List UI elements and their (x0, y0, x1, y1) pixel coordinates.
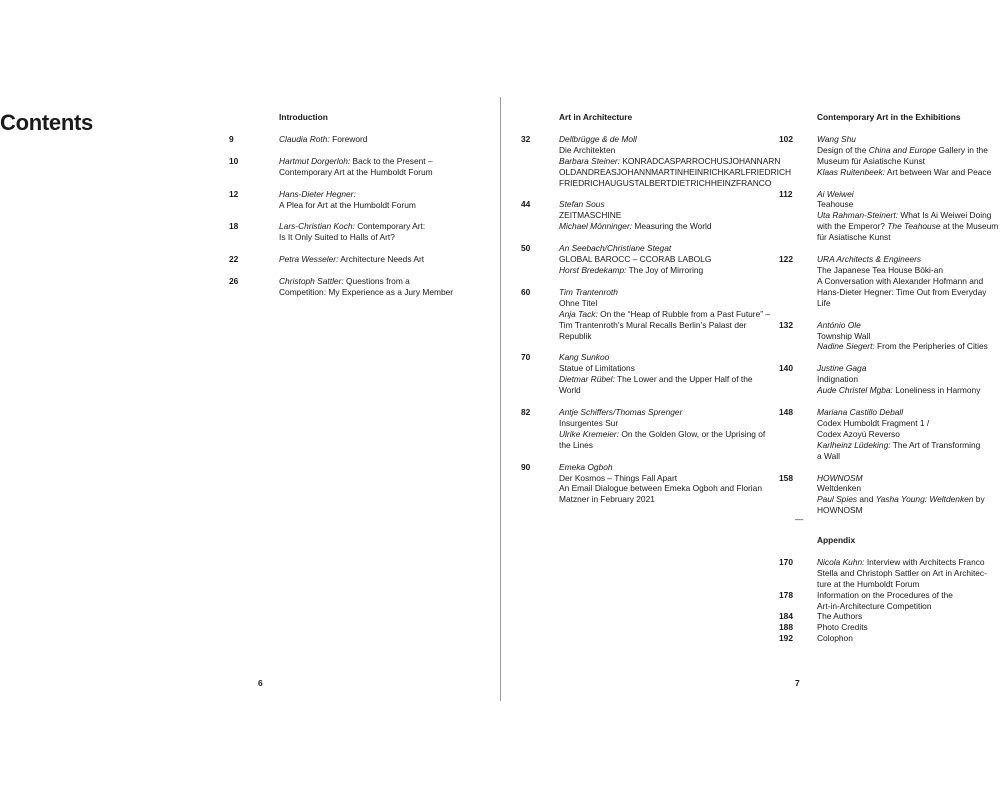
toc-text: Questions from a (343, 276, 410, 287)
toc-line (559, 199, 789, 210)
toc-text: Art between War and Peace (884, 166, 992, 177)
toc-text: Matzner in February 2021 (559, 494, 655, 505)
toc-line (817, 210, 1000, 221)
toc-text: Interview with Architects Franco (864, 556, 985, 567)
toc-line (559, 462, 789, 473)
toc-line (817, 505, 1000, 516)
toc-line (817, 429, 1000, 440)
section-introduction (229, 112, 484, 309)
toc-text: Codex Humboldt Fragment 1 / (817, 417, 930, 428)
toc-text: für Asiatische Kunst (817, 232, 891, 243)
toc-page-number: 22 (229, 254, 239, 265)
toc-text: GLOBAL BAROCC – CCORAB LABOLG (559, 254, 712, 265)
toc-page-number: 122 (779, 254, 793, 265)
toc-page-number: 188 (779, 622, 793, 633)
toc-author-or-work: Nadine Siegert: (817, 341, 875, 352)
toc-entry (779, 363, 1000, 396)
toc-line (559, 483, 789, 494)
toc-text: HOWNOSM (817, 505, 863, 516)
toc-page-number: 112 (779, 188, 793, 199)
toc-line (817, 473, 1000, 484)
section-heading-appendix: Appendix (817, 535, 856, 545)
toc-entry (521, 461, 789, 506)
toc-line (817, 276, 1000, 287)
toc-page-number: 70 (521, 352, 531, 363)
toc-text: the Lines (559, 439, 593, 450)
toc-text: Life (817, 297, 831, 308)
toc-text: a Wall (817, 450, 840, 461)
toc-line (559, 166, 792, 178)
toc-text: Museum für Asiatische Kunst (817, 155, 925, 166)
toc-page-number: 178 (779, 589, 793, 600)
toc-author-or-work: Yasha Young: Weltdenken (875, 494, 974, 505)
toc-entry (229, 276, 484, 298)
toc-line (559, 494, 789, 505)
toc-line (817, 579, 1000, 590)
toc-text: Insurgentes Sur (559, 417, 619, 428)
toc-line (817, 568, 1000, 579)
toc-entry (779, 472, 1000, 517)
toc-line (817, 199, 1000, 210)
toc-author-or-work: Klaas Ruitenbeek: (817, 166, 885, 177)
toc-text: Measuring the World (632, 221, 712, 232)
toc-text: Township Wall (817, 330, 871, 341)
toc-text: Hans-Dieter Hegner: Time Out from Everyday (817, 286, 987, 297)
toc-entry (779, 133, 1000, 178)
toc-text: The Authors (817, 611, 863, 622)
toc-line (279, 189, 484, 200)
toc-text: Contemporary Art: (354, 221, 426, 232)
toc-entry (521, 199, 789, 232)
toc-page-number: 184 (779, 611, 793, 622)
toc-line (817, 221, 1000, 232)
toc-line (817, 611, 1000, 622)
toc-entry (779, 188, 1000, 244)
toc-page-number: 18 (229, 221, 239, 232)
toc-text: Ohne Titel (559, 297, 598, 308)
toc-page-number: 140 (779, 363, 793, 374)
toc-text: Loneliness in Harmony (892, 385, 981, 396)
toc-text: FRIEDRICHAUGUSTALBERTDIETRICHHEINZFRANCO (559, 177, 772, 188)
toc-text: Back to the Present – (350, 155, 433, 166)
toc-line (817, 341, 1000, 352)
toc-entry (521, 352, 789, 396)
toc-text: Is It Only Suited to Halls of Art? (279, 232, 395, 243)
toc-text: by (973, 494, 985, 505)
toc-entry (779, 407, 1000, 462)
section-separator-dash: — (795, 514, 804, 524)
toc-line (817, 167, 1000, 178)
toc-page-number: 102 (779, 133, 793, 144)
toc-author-or-work: Emeka Ogboh (559, 461, 613, 472)
toc-page-number: 158 (779, 472, 793, 483)
toc-author-or-work: Dietmar Rübel: (559, 374, 615, 385)
toc-author-or-work: Horst Bredekamp: (559, 264, 627, 275)
toc-line (559, 254, 789, 265)
toc-line (279, 287, 484, 298)
toc-entry (521, 286, 789, 342)
toc-text: Art-in-Architecture Competition (817, 600, 932, 611)
toc-page-number: 82 (521, 407, 531, 418)
toc-line (559, 385, 789, 396)
section-heading-introduction: Introduction (279, 112, 328, 122)
toc-line (559, 473, 789, 484)
toc-line (279, 276, 484, 287)
toc-line (817, 622, 1000, 633)
toc-line (817, 440, 1000, 451)
toc-entry (779, 254, 1000, 309)
toc-text: A Conversation with Alexander Hofmann and (817, 275, 984, 286)
section-heading-contemporary-art: Contemporary Art in the Exhibitions (817, 112, 961, 122)
toc-text: Statue of Limitations (559, 363, 635, 374)
toc-line (817, 385, 1000, 396)
toc-line (817, 590, 1000, 601)
toc-entry (521, 133, 792, 189)
toc-line (817, 320, 1000, 331)
toc-text: Der Kosmos – Things Fall Apart (559, 472, 678, 483)
toc-line (817, 156, 1000, 167)
toc-author-or-work: Justine Gaga (817, 363, 867, 374)
toc-author-or-work: Barbara Steiner: (559, 155, 620, 166)
toc-author-or-work: Stefan Sous (559, 199, 605, 210)
toc-line (559, 243, 789, 254)
toc-author-or-work: Mariana Castillo Deball (817, 407, 904, 418)
toc-line (559, 145, 789, 156)
toc-text: Foreword (329, 133, 368, 144)
section-contemporary-art (779, 112, 1000, 527)
toc-author-or-work: China and Europe (868, 144, 937, 155)
toc-line (817, 145, 1000, 156)
toc-page-number: 60 (521, 286, 531, 297)
toc-line (559, 134, 789, 145)
toc-line (559, 331, 789, 342)
toc-line (279, 156, 484, 167)
toc-text: with the Emperor? (817, 221, 888, 232)
toc-text: Codex Azoyú Reverso (817, 428, 900, 439)
page-title: Contents (0, 110, 93, 135)
toc-line (559, 298, 789, 309)
toc-author-or-work: The Teahouse (887, 221, 941, 232)
toc-author-or-work: Lars-Christian Koch: (279, 221, 355, 232)
section-appendix (779, 535, 1000, 644)
toc-text: OLDANDREASJOHANNMARTINHEINRICHKARLFRIEDRICH (559, 166, 792, 177)
toc-entry (229, 133, 484, 145)
toc-author-or-work: An Seebach/Christiane Stegat (559, 243, 672, 254)
toc-text: World (559, 385, 581, 396)
toc-line (817, 331, 1000, 342)
toc-page-number: 10 (229, 155, 239, 166)
toc-line (817, 363, 1000, 374)
toc-entry (229, 254, 484, 265)
toc-text: and (857, 494, 876, 505)
toc-line (559, 418, 789, 429)
toc-line (279, 221, 484, 232)
toc-line (817, 265, 1000, 276)
toc-entry (779, 633, 1000, 644)
toc-text: From the Peripheries of Cities (874, 341, 988, 352)
toc-page-number: 192 (779, 633, 793, 644)
toc-text: Colophon (817, 633, 853, 644)
toc-entry (779, 589, 1000, 612)
toc-line (817, 633, 1000, 644)
toc-page-number: 170 (779, 556, 793, 567)
toc-text: Architecture Needs Art (338, 254, 425, 265)
toc-page-number: 44 (521, 199, 531, 210)
toc-line (559, 429, 789, 440)
toc-text: On the Golden Glow, or the Uprising of (619, 428, 766, 439)
toc-text: Design of the (817, 144, 869, 155)
toc-text: An Email Dialogue between Emeka Ogboh and Florian (559, 483, 762, 494)
toc-line (559, 210, 789, 221)
toc-line (279, 232, 484, 243)
toc-entry (229, 155, 484, 178)
toc-text: Indignation (817, 374, 858, 385)
toc-page-number: 26 (229, 276, 239, 287)
toc-author-or-work: Tim Trantenroth (559, 286, 618, 297)
toc-author-or-work: Christoph Sattler: (279, 276, 344, 287)
toc-page-number: 32 (521, 133, 531, 144)
toc-entry (779, 622, 1000, 633)
toc-line (817, 298, 1000, 309)
toc-line (817, 557, 1000, 568)
toc-line (559, 309, 789, 320)
toc-line (559, 440, 789, 451)
toc-line (279, 200, 484, 211)
toc-author-or-work: Karlheinz Lüdeking: (817, 439, 891, 450)
toc-author-or-work: Nicola Kuhn: (817, 556, 865, 567)
toc-entry (229, 221, 484, 243)
toc-line (559, 352, 789, 363)
toc-line (817, 287, 1000, 298)
folio-left: 6 (258, 678, 263, 688)
toc-text: Teahouse (817, 199, 854, 210)
toc-author-or-work: Wang Shu (817, 133, 856, 144)
toc-line (559, 178, 789, 189)
toc-author-or-work: Aude Christel Mgba: (817, 385, 893, 396)
toc-line (817, 189, 1000, 200)
toc-line (559, 363, 789, 374)
toc-text: Republik (559, 330, 592, 341)
toc-entry (521, 243, 789, 276)
toc-text: at the Museum (940, 221, 999, 232)
toc-author-or-work: Dellbrügge & de Moll (559, 133, 637, 144)
toc-line (279, 167, 484, 178)
toc-text: The Japanese Tea House Bōki-an (817, 264, 944, 275)
toc-line (817, 254, 1000, 265)
folio-right: 7 (795, 678, 800, 688)
toc-line (817, 418, 1000, 429)
toc-line (817, 374, 1000, 385)
toc-text: Weltdenken (817, 483, 862, 494)
toc-author-or-work: António Ole (817, 319, 861, 330)
toc-author-or-work: Michael Mönninger: (559, 221, 633, 232)
toc-line (559, 156, 789, 167)
toc-text: What Is Ai Weiwei Doing (898, 210, 992, 221)
toc-line (817, 232, 1000, 243)
column-divider (500, 97, 501, 701)
toc-author-or-work: Hans-Dieter Hegner: (279, 188, 356, 199)
toc-text: Gallery in the (936, 144, 988, 155)
toc-text: Stella and Christoph Sattler on Art in Architec- (817, 567, 987, 578)
section-heading-art-in-architecture: Art in Architecture (559, 112, 633, 122)
toc-line (817, 451, 1000, 462)
toc-author-or-work: Petra Wesseler: (279, 254, 339, 265)
toc-text: Photo Credits (817, 622, 868, 633)
toc-author-or-work: Ulrike Kremeier: (559, 428, 620, 439)
toc-page-number: 148 (779, 407, 793, 418)
toc-entry (779, 611, 1000, 622)
toc-text: Tim Trantenroth’s Mural Recalls Berlin’s Palast der (559, 319, 747, 330)
toc-text: ZEITMASCHINE (559, 210, 622, 221)
toc-author-or-work: Paul Spies (817, 494, 858, 505)
toc-page-number: 90 (521, 461, 531, 472)
toc-text: The Art of Transforming (890, 439, 981, 450)
toc-line (559, 407, 789, 418)
toc-author-or-work: Anja Tack: (559, 308, 598, 319)
toc-page-number: 50 (521, 243, 531, 254)
toc-author-or-work: Uta Rahman-Steinert: (817, 210, 898, 221)
toc-text: Competition: My Experience as a Jury Member (279, 287, 454, 298)
toc-text: Contemporary Art at the Humboldt Forum (279, 166, 433, 177)
section-art-in-architecture (521, 112, 792, 516)
toc-line (559, 320, 789, 331)
toc-text: ture at the Humboldt Forum (817, 578, 920, 589)
toc-line (559, 287, 789, 298)
toc-line (817, 134, 1000, 145)
toc-line (279, 134, 484, 145)
toc-text: On the “Heap of Rubble from a Past Future” – (597, 308, 771, 319)
toc-entry (779, 319, 1000, 353)
toc-author-or-work: Claudia Roth: (279, 133, 330, 144)
toc-entry (521, 407, 789, 451)
toc-author-or-work: URA Architects & Engineers (817, 254, 922, 265)
toc-line (817, 601, 1000, 612)
toc-author-or-work: Kang Sunkoo (559, 352, 610, 363)
toc-entry (229, 188, 484, 211)
toc-line (559, 265, 789, 276)
toc-page-number: 9 (229, 133, 234, 144)
toc-author-or-work: Ai Weiwei (817, 188, 854, 199)
toc-page-number: 132 (779, 319, 793, 330)
toc-text: The Lower and the Upper Half of the (614, 374, 753, 385)
toc-text: A Plea for Art at the Humboldt Forum (279, 199, 416, 210)
toc-line (559, 374, 789, 385)
toc-line (817, 494, 1000, 505)
toc-line (559, 221, 789, 232)
toc-page-number: 12 (229, 188, 239, 199)
toc-entry (779, 556, 1000, 590)
toc-author-or-work: Antje Schiffers/Thomas Sprenger (559, 407, 683, 418)
toc-line (817, 407, 1000, 418)
toc-text: Die Architekten (559, 144, 616, 155)
toc-line (279, 254, 484, 265)
toc-author-or-work: HOWNOSM (817, 472, 863, 483)
toc-author-or-work: Hartmut Dorgerloh: (279, 155, 351, 166)
toc-line (817, 483, 1000, 494)
toc-text: KONRADCASPARROCHUSJOHANNARN (620, 155, 781, 166)
toc-text: Information on the Procedures of the (817, 589, 953, 600)
toc-text: The Joy of Mirroring (626, 264, 704, 275)
